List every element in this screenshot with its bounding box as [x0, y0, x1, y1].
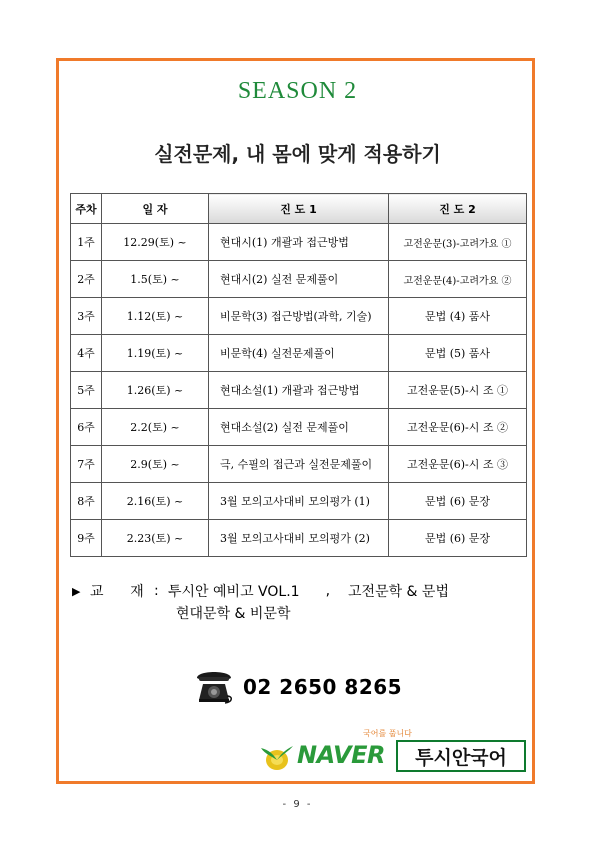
cell-progress-1: 현대시(1) 개괄과 접근방법 — [209, 224, 389, 261]
cell-progress-1: 3월 모의고사대비 모의평가 (1) — [209, 483, 389, 520]
table-row — [71, 409, 527, 446]
phone-contact — [193, 666, 402, 708]
cell-week: 7주 — [71, 446, 102, 483]
table-row — [71, 483, 527, 520]
header-progress-1: 진 도 1 — [209, 194, 389, 224]
cell-date: 1.26(토) ~ — [102, 372, 209, 409]
header-date: 일 자 — [102, 194, 209, 224]
materials-separator: , — [325, 583, 331, 599]
materials-book-3: 현대문학 & 비문학 — [176, 606, 291, 622]
cell-date: 2.23(토) ~ — [102, 520, 209, 557]
cell-progress-2: 문법 (5) 품사 — [389, 335, 527, 372]
brand-slogan: 국어를 풉니다 — [363, 729, 412, 738]
cell-progress-2: 고전운문(3)-고려가요 ① — [389, 224, 527, 261]
table-row — [71, 520, 527, 557]
materials-section — [72, 580, 449, 624]
cell-week: 2주 — [71, 261, 102, 298]
cell-date: 2.16(토) ~ — [102, 483, 209, 520]
cell-progress-1: 비문학(4) 실전문제풀이 — [209, 335, 389, 372]
cell-week: 1주 — [71, 224, 102, 261]
cell-progress-1: 현대소설(2) 실전 문제풀이 — [209, 409, 389, 446]
cell-date: 1.19(토) ~ — [102, 335, 209, 372]
materials-book-2: 고전문학 & 문법 — [348, 584, 449, 600]
cell-date: 1.12(토) ~ — [102, 298, 209, 335]
cell-progress-2: 고전운문(6)-시 조 ③ — [389, 446, 527, 483]
cell-progress-2: 문법 (6) 문장 — [389, 520, 527, 557]
brand-banner — [259, 728, 529, 776]
cell-progress-2: 고전운문(5)-시 조 ① — [389, 372, 527, 409]
telephone-icon — [193, 666, 235, 708]
cell-progress-1: 극, 수필의 접근과 실전문제풀이 — [209, 446, 389, 483]
cell-progress-2: 문법 (4) 품사 — [389, 298, 527, 335]
table-row — [71, 335, 527, 372]
cell-progress-1: 3월 모의고사대비 모의평가 (2) — [209, 520, 389, 557]
cell-progress-1: 현대소설(1) 개괄과 접근방법 — [209, 372, 389, 409]
table-row — [71, 446, 527, 483]
materials-colon: : — [154, 583, 159, 599]
header-week: 주차 — [71, 194, 102, 224]
cell-progress-1: 현대시(2) 실전 문제풀이 — [209, 261, 389, 298]
cell-week: 9주 — [71, 520, 102, 557]
cell-progress-2: 고전운문(4)-고려가요 ② — [389, 261, 527, 298]
cell-progress-1: 비문학(3) 접근방법(과학, 기술) — [209, 298, 389, 335]
page-subtitle: 실전문제, 내 몸에 맞게 적용하기 — [154, 142, 441, 166]
cell-week: 4주 — [71, 335, 102, 372]
table-row — [71, 372, 527, 409]
cell-progress-2: 고전운문(6)-시 조 ② — [389, 409, 527, 446]
cell-week: 8주 — [71, 483, 102, 520]
materials-book-1: 투시안 예비고 VOL.1 — [168, 584, 300, 600]
cell-progress-2: 문법 (6) 문장 — [389, 483, 527, 520]
brand-name: 투시안국어 — [415, 746, 507, 769]
materials-label: 교 재 — [90, 584, 144, 600]
table-row — [71, 261, 527, 298]
cell-date: 2.9(토) ~ — [102, 446, 209, 483]
bullet-triangle-icon: ▶ — [72, 584, 81, 598]
cell-date: 12.29(토) ~ — [102, 224, 209, 261]
table-row — [71, 224, 527, 261]
cell-date: 1.5(토) ~ — [102, 261, 209, 298]
cell-week: 5주 — [71, 372, 102, 409]
cell-date: 2.2(토) ~ — [102, 409, 209, 446]
schedule-table — [70, 193, 527, 557]
brand-name-box — [396, 740, 526, 772]
header-progress-2: 진 도 2 — [389, 194, 527, 224]
cell-week: 3주 — [71, 298, 102, 335]
table-row — [71, 298, 527, 335]
page-title: SEASON 2 — [237, 78, 358, 104]
page-number: - 9 - — [282, 799, 313, 810]
naver-logo-text: NAVER — [297, 741, 385, 769]
cell-week: 6주 — [71, 409, 102, 446]
naver-leaf-icon — [259, 738, 295, 778]
phone-number: 02 2650 8265 — [243, 675, 403, 699]
table-header-row — [71, 194, 527, 224]
